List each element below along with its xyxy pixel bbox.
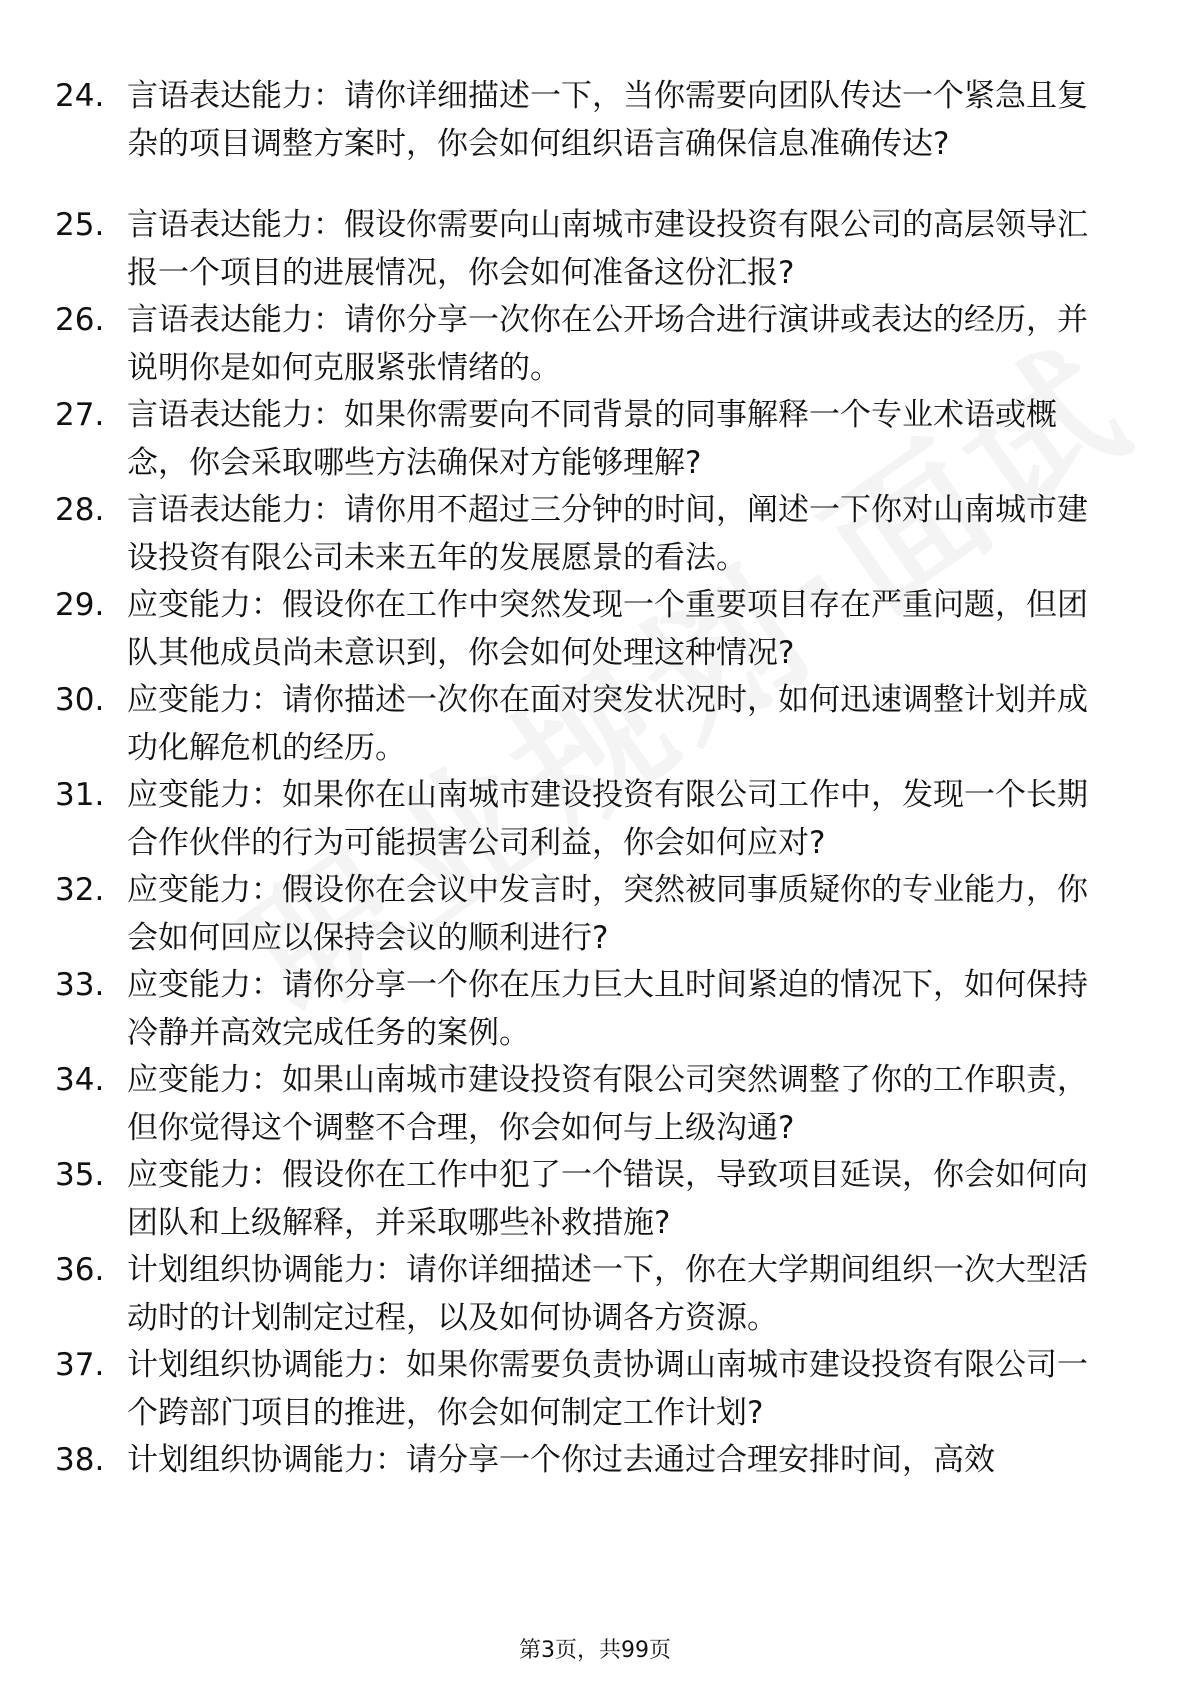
list-item — [0, 1056, 1190, 1166]
question-text: 言语表达能力：请你详细描述一下，当你需要向团队传达一个紧急且复杂的项目调整方案时，你会如何组织语言确保信息准确传达? — [127, 78, 1088, 162]
list-item — [0, 296, 1190, 406]
question-number: 24. — [55, 78, 105, 114]
question-number: 32. — [55, 872, 105, 908]
question-number: 38. — [55, 1442, 105, 1478]
list-item — [0, 1246, 1190, 1356]
list-item — [0, 1341, 1190, 1451]
question-number: 36. — [55, 1252, 105, 1288]
question-text: 应变能力：假设你在工作中突然发现一个重要项目存在严重问题，但团队其他成员尚未意识到，你会如何处理这种情况? — [127, 587, 1088, 671]
question-text: 言语表达能力：请你分享一次你在公开场合进行演讲或表达的经历，并说明你是如何克服紧张情绪的。 — [127, 302, 1088, 386]
list-item — [0, 1436, 1190, 1496]
question-number: 31. — [55, 777, 105, 813]
list-item — [0, 201, 1190, 311]
page-number: 第3页，共99页 — [519, 1638, 671, 1663]
list-item — [0, 391, 1190, 501]
question-text: 计划组织协调能力：请分享一个你过去通过合理安排时间，高效 — [127, 1442, 995, 1478]
list-item — [0, 961, 1190, 1071]
question-text: 计划组织协调能力：如果你需要负责协调山南城市建设投资有限公司一个跨部门项目的推进，你会如何制定工作计划? — [127, 1347, 1088, 1431]
question-text: 应变能力：请你描述一次你在面对突发状况时，如何迅速调整计划并成功化解危机的经历。 — [127, 682, 1088, 766]
question-number: 29. — [55, 587, 105, 623]
question-text: 应变能力：假设你在工作中犯了一个错误，导致项目延误，你会如何向团队和上级解释，并采取哪些补救措施? — [127, 1157, 1088, 1241]
question-text: 计划组织协调能力：请你详细描述一下，你在大学期间组织一次大型活动时的计划制定过程，以及如何协调各方资源。 — [127, 1252, 1088, 1336]
question-number: 25. — [55, 207, 105, 243]
list-item — [0, 676, 1190, 786]
question-number: 27. — [55, 397, 105, 433]
question-number: 33. — [55, 967, 105, 1003]
list-item — [0, 72, 1190, 182]
question-text: 应变能力：请你分享一个你在压力巨大且时间紧迫的情况下，如何保持冷静并高效完成任务的案例。 — [127, 967, 1088, 1051]
question-text: 应变能力：假设你在会议中发言时，突然被同事质疑你的专业能力，你会如何回应以保持会议的顺利进行? — [127, 872, 1088, 956]
question-number: 37. — [55, 1347, 105, 1383]
list-item — [0, 866, 1190, 976]
question-text: 言语表达能力：请你用不超过三分钟的时间，阐述一下你对山南城市建设投资有限公司未来五年的发展愿景的看法。 — [127, 492, 1088, 576]
list-item — [0, 581, 1190, 691]
question-number: 26. — [55, 302, 105, 338]
question-text: 言语表达能力：假设你需要向山南城市建设投资有限公司的高层领导汇报一个项目的进展情况，你会如何准备这份汇报? — [127, 207, 1088, 291]
list-item — [0, 1151, 1190, 1261]
question-number: 34. — [55, 1062, 105, 1098]
question-number: 30. — [55, 682, 105, 718]
question-text: 应变能力：如果你在山南城市建设投资有限公司工作中，发现一个长期合作伙伴的行为可能损害公司利益，你会如何应对? — [127, 777, 1088, 861]
list-item — [0, 771, 1190, 881]
question-text: 应变能力：如果山南城市建设投资有限公司突然调整了你的工作职责，但你觉得这个调整不合理，你会如何与上级沟通? — [127, 1062, 1088, 1146]
question-number: 28. — [55, 492, 105, 528]
question-text: 言语表达能力：如果你需要向不同背景的同事解释一个专业术语或概念，你会采取哪些方法确保对方能够理解? — [127, 397, 1057, 481]
question-number: 35. — [55, 1157, 105, 1193]
list-item — [0, 486, 1190, 596]
